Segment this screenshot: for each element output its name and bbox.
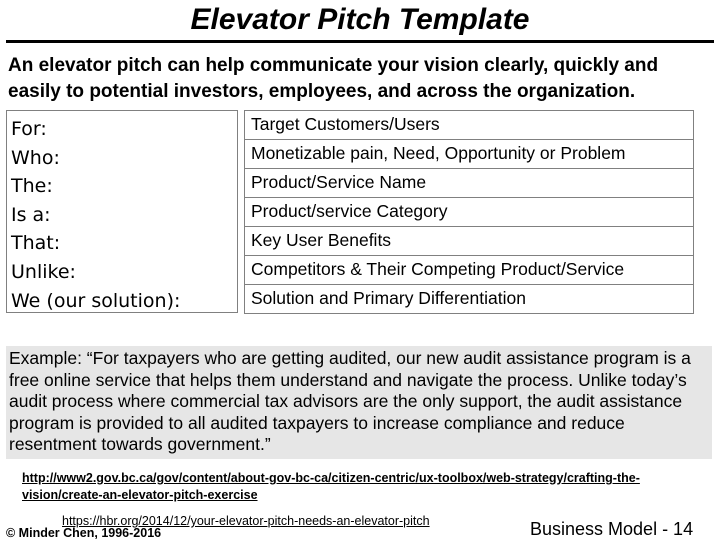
- table-cell: Target Customers/Users: [245, 111, 694, 140]
- left-label-box: [6, 110, 238, 313]
- label-that: That:: [11, 232, 61, 255]
- label-we: We (our solution):: [11, 289, 181, 312]
- label-for: For:: [11, 118, 47, 140]
- label-the: The:: [11, 175, 53, 198]
- table-row: [245, 169, 694, 198]
- template-table: [244, 110, 694, 314]
- label-is-a: Is a:: [11, 203, 51, 226]
- bc-gov-link[interactable]: http://www2.gov.bc.ca/gov/content/about-gov-bc-ca/citizen-centric/ux-toolbox/web-strategy/crafting-the-vision/create-an-elevator-pitch-exercise: [22, 471, 640, 502]
- table-cell: Solution and Primary Differentiation: [245, 285, 694, 314]
- example-text: Example: “For taxpayers who are getting audited, our new audit assistance program is a free online service that helps them understand and navigate the process. Unlike today’s audit process where commercial tax advisors are the only support, the audit assistance program is provided to all audited taxpayers to increase compliance and reduce resentment towards government.”: [9, 348, 691, 454]
- slide-number: Business Model - 14: [530, 519, 694, 539]
- table-row: [245, 285, 694, 314]
- slide-title: Elevator Pitch Template: [190, 3, 530, 36]
- copyright-text: © Minder Chen, 1996-2016: [6, 526, 162, 540]
- table-cell: Product/Service Name: [245, 169, 694, 198]
- example-box: [6, 346, 712, 459]
- label-unlike: Unlike:: [11, 260, 76, 283]
- label-who: Who:: [11, 146, 60, 169]
- hbr-link[interactable]: https://hbr.org/2014/12/your-elevator-pitch-needs-an-elevator-pitch: [62, 514, 430, 528]
- table-cell: Product/service Category: [245, 198, 694, 227]
- title-underline: [6, 40, 714, 43]
- table-row: [245, 256, 694, 285]
- left-label-list: [11, 115, 180, 315]
- table-row: [245, 198, 694, 227]
- table-row: [245, 227, 694, 256]
- table-cell: Monetizable pain, Need, Opportunity or Problem: [245, 140, 694, 169]
- table-row: [245, 111, 694, 140]
- table-cell: Key User Benefits: [245, 227, 694, 256]
- table-row: [245, 140, 694, 169]
- intro-text: An elevator pitch can help communicate your vision clearly, quickly and easily to potential investors, employees, and across the organization.: [8, 55, 659, 102]
- table-cell: Competitors & Their Competing Product/Service: [245, 256, 694, 285]
